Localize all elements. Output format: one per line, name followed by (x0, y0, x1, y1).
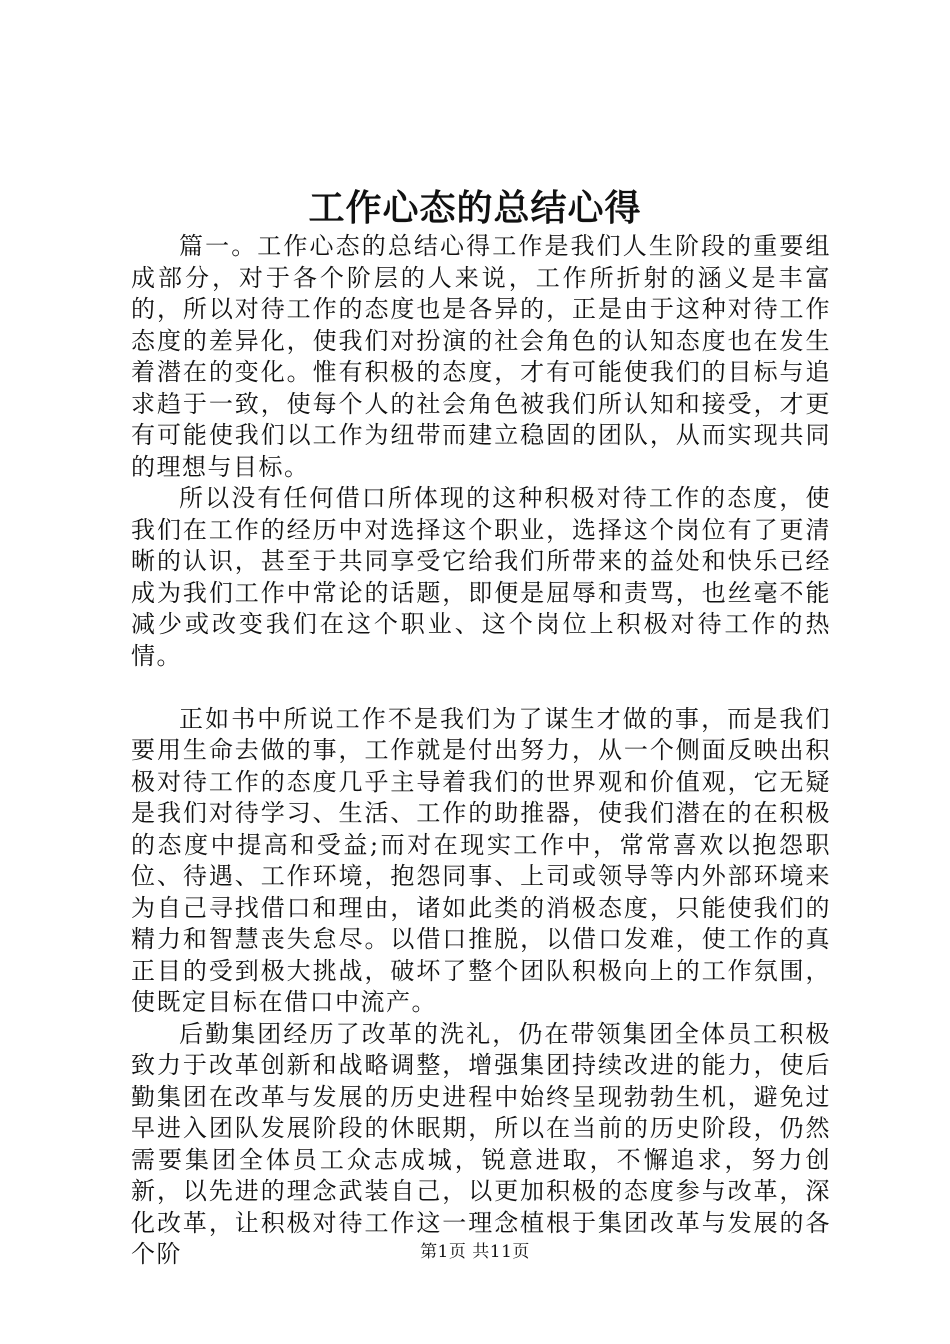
page-number-footer: 第1页 共11页 (420, 1242, 530, 1262)
document-body (131, 231, 831, 1271)
paragraph-1: 篇一。工作心态的总结心得工作是我们人生阶段的重要组成部分，对于各个阶层的人来说，工作所折射的涵义是丰富的，所以对待工作的态度也是各异的，正是由于这种对待工作态度的差异化，使我们对扮演的社会角色的认知态度也在发生着潜在的变化。惟有积极的态度，才有可能使我们的目标与追求趋于一致，使每个人的社会角色被我们所认知和接受，才更有可能使我们以工作为纽带而建立稳固的团队，从而实现共同的理想与目标。 (131, 232, 831, 481)
paragraph-spacer (131, 672, 831, 704)
paragraph-3: 正如书中所说工作不是我们为了谋生才做的事，而是我们要用生命去做的事，工作就是付出努力，从一个侧面反映出积极对待工作的态度几乎主导着我们的世界观和价值观，它无疑是我们对待学习、生活、工作的助推器，使我们潜在的在积极的态度中提高和受益;而对在现实工作中，常常喜欢以抱怨职位、待遇、工作环境，抱怨同事、上司或领导等内外部环境来为自己寻找借口和理由，诸如此类的消极态度，只能使我们的精力和智慧丧失怠尽。以借口推脱，以借口发难，使工作的真正目的受到极大挑战，破坏了整个团队积极向上的工作氛围，使既定目标在借口中流产。 (131, 704, 831, 1016)
document-title: 工作心态的总结心得 (308, 187, 642, 229)
paragraph-4: 后勤集团经历了改革的洗礼，仍在带领集团全体员工积极致力于改革创新和战略调整，增强集团持续改进的能力，使后勤集团在改革与发展的历史进程中始终呈现勃勃生机，避免过早进入团队发展阶段的休眠期，所以在当前的历史阶段，仍然需要集团全体员工众志成城，锐意进取，不懈追求，努力创新，以先进的理念武装自己，以更加积极的态度参与改革，深化改革，让积极对待工作这一理念植根于集团改革与发展的各个阶 (131, 1019, 831, 1268)
paragraph-2: 所以没有任何借口所体现的这种积极对待工作的态度，使我们在工作的经历中对选择这个职业，选择这个岗位有了更清晰的认识，甚至于共同享受它给我们所带来的益处和快乐已经成为我们工作中常论的话题，即便是屈辱和责骂，也丝毫不能减少或改变我们在这个职业、这个岗位上积极对待工作的热情。 (131, 484, 831, 670)
